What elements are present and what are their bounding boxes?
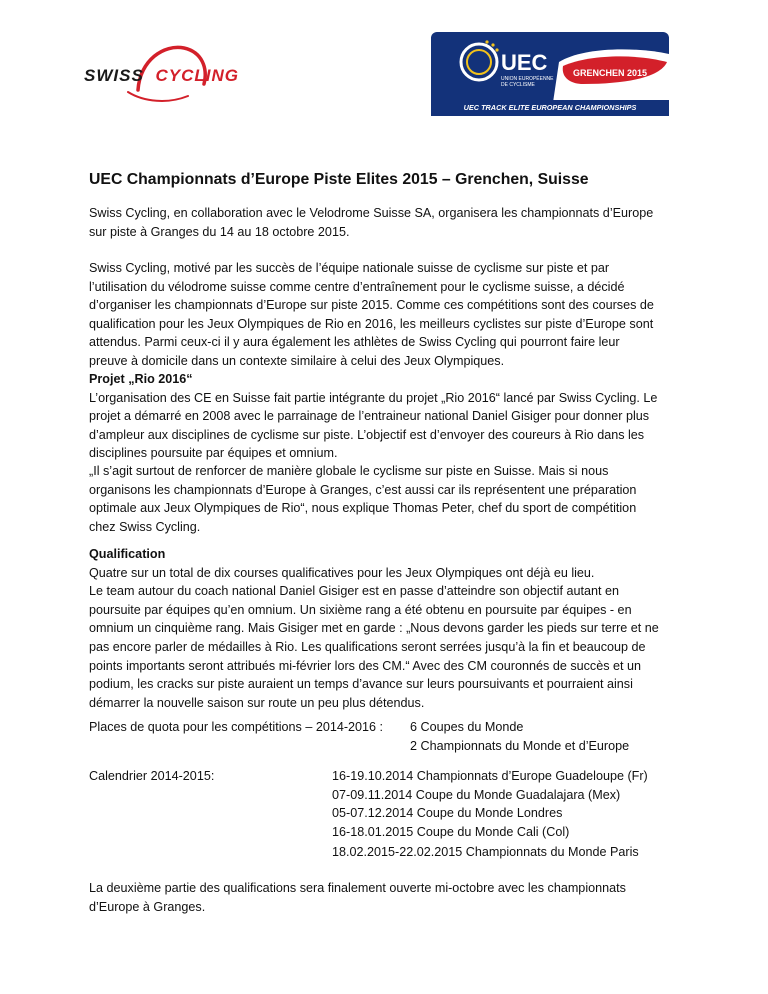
text-line: Quatre sur un total de dix courses qualificatives pour les Jeux Olympiques ont déjà eu lieu.: [89, 565, 595, 580]
text-line: La deuxième partie des qualifications sera finalement ouverte mi-octobre avec les championnats: [89, 881, 626, 895]
list-item: 07-09.11.2014 Coupe du Monde Guadalajara (Mex): [332, 787, 621, 802]
uec-name: UEC: [501, 50, 548, 75]
text-line: preuve à domicile dans un contexte similaire à celui des Jeux Olympiques.: [89, 353, 505, 368]
context-paragraph: [89, 259, 654, 371]
text-line: d’organiser les championnats d’Europe sur piste 2015. Comme ces compétitions sont des courses de: [89, 298, 654, 313]
text-line: Swiss Cycling, en collaboration avec le Velodrome Suisse SA, organisera les championnats d’Europe: [89, 206, 654, 220]
closing-paragraph: [89, 879, 626, 916]
uec-championships-logo: [431, 32, 669, 116]
text-line: attendus. Parmi ceux-ci il y aura également les athlètes de Swiss Cycling qui pourront faire leur: [89, 335, 620, 350]
text-line: démarrer la nouvelle saison sur route un peu plus détendus.: [89, 695, 425, 710]
text-line: pas encore parler de médailles à Rio. Les qualifications seront serrées jusqu’à la fin et beaucoup de: [89, 639, 646, 654]
calendar-list: [332, 767, 648, 841]
uec-banner-text: UEC TRACK ELITE EUROPEAN CHAMPIONSHIPS: [463, 103, 637, 112]
text-line: sur piste à Granges du 14 au 18 octobre 2015.: [89, 224, 350, 239]
logo-word-swiss: SWISS: [84, 66, 144, 85]
text-line: chez Swiss Cycling.: [89, 519, 201, 534]
text-line: „Il s’agit surtout de renforcer de manière globale le cyclisme sur piste en Suisse. Mais si nous: [89, 464, 609, 478]
qualification-heading: Qualification: [89, 547, 166, 561]
text-line: points importants seront attribués mi-février lors des CM.“ Avec des CM couronnés de succès et un: [89, 658, 642, 673]
qualification-section: [89, 545, 659, 712]
logo-word-cycling: CYCLING: [155, 66, 240, 85]
text-line: d’ampleur aux disciplines de cyclisme sur piste. L’objectif est d’envoyer des coureurs à Rio dans les: [89, 427, 645, 442]
uec-event-year: 2015: [627, 68, 648, 78]
calendar-extra: 18.02.2015-22.02.2015 Championnats du Monde Paris: [332, 845, 639, 859]
projet-section: [89, 370, 657, 463]
list-item: 2 Championnats du Monde et d’Europe: [410, 738, 630, 753]
text-line: poursuite par équipes qu’en omnium. Un sixième rang a été obtenu en poursuite par équipes - en: [89, 602, 632, 617]
swiss-cycling-logo: [84, 40, 244, 116]
list-item: 05-07.12.2014 Coupe du Monde Londres: [332, 806, 563, 821]
text-line: qualification pour les Jeux Olympiques de Rio en 2016, les meilleurs cyclistes sur piste d’Europe sont: [89, 316, 654, 331]
text-line: d’Europe à Granges.: [89, 899, 206, 914]
text-line: podium, les cracks sur piste auraient un temps d’avance sur leurs poursuivants et pourraient ainsi: [89, 677, 633, 692]
text-line: projet a démarré en 2008 avec le parrainage de l’entraineur national Daniel Gisiger pour donner plus: [89, 409, 650, 424]
text-line: Le team autour du coach national Daniel Gisiger est en passe d’atteindre son objectif autant en: [89, 584, 619, 599]
uec-event-city: GRENCHEN: [573, 68, 625, 78]
list-item: 16-18.01.2015 Coupe du Monde Cali (Col): [332, 824, 570, 839]
text-line: Swiss Cycling, motivé par les succès de l’équipe nationale suisse de cyclisme sur piste et par: [89, 261, 610, 275]
quote-paragraph: [89, 462, 636, 536]
quota-label: Places de quota pour les compétitions – 2014-2016 :: [89, 720, 384, 734]
text-line: L’organisation des CE en Suisse fait partie intégrante du projet „Rio 2016“ lancé par Swiss Cycling. Le: [89, 390, 658, 405]
intro-paragraph: [89, 204, 653, 241]
list-item: 6 Coupes du Monde: [410, 720, 524, 734]
text-line: organisons les championnats d’Europe à Granges, c’est aussi car ils représentent une préparation: [89, 482, 637, 497]
calendar-label: Calendrier 2014-2015:: [89, 769, 215, 783]
text-line: disciplines poursuite par équipes et omnium.: [89, 446, 338, 461]
text-line: optimale aux Jeux Olympiques de Rio“, nous explique Thomas Peter, chef du sport de compétition: [89, 501, 637, 516]
list-item: 16-19.10.2014 Championnats d’Europe Guadeloupe (Fr): [332, 769, 648, 783]
text-line: l’utilisation du vélodrome suisse comme centre d’entraînement pour le cyclisme suisse, a décidé: [89, 279, 625, 294]
projet-heading: Projet „Rio 2016“: [89, 372, 193, 386]
text-line: omnium un cinquième rang. Mais Gisiger met en garde : „Nous devons garder les pieds sur terre et ne: [89, 621, 659, 636]
page-title: UEC Championnats d’Europe Piste Elites 2015 – Grenchen, Suisse: [89, 171, 589, 188]
quota-list: [410, 718, 629, 755]
uec-subtitle-1: UNION EUROPÉENNE: [501, 76, 554, 82]
uec-subtitle-2: DE CYCLISME: [501, 82, 535, 88]
